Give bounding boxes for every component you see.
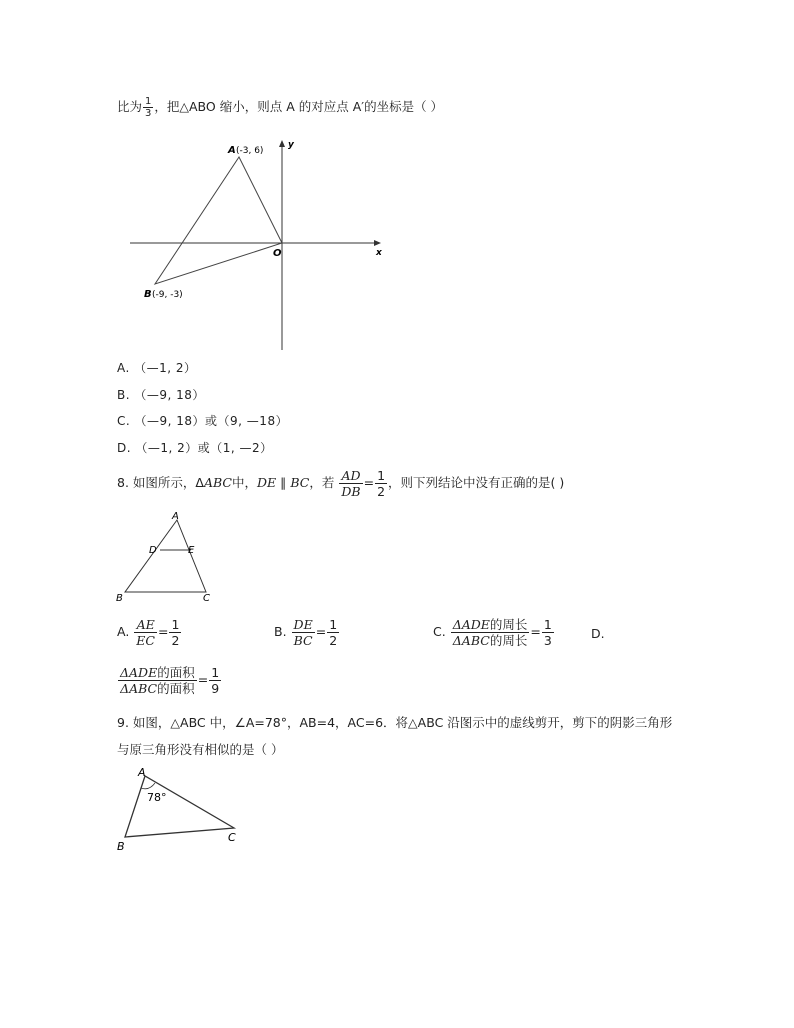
q8-option-c-den-txt: 的周长 (489, 633, 528, 648)
q8-option-a[interactable]: A. $\frac{AE}{EC}$ = $\frac{1}{2}$ (117, 617, 180, 648)
q9-stem-line1: 9. 如图，△ABC 中，∠A=78°，AB=4，AC=6．将△ABC 沿图示中的虚线剪开，剪下的阴影三角形 (117, 715, 673, 730)
q7-ratio-fraction (143, 96, 153, 119)
q7-coordinate-figure (120, 135, 390, 355)
q8-frac-db: DB (341, 484, 361, 499)
q8-option-c-num (451, 617, 530, 633)
triangle-abc-q9 (125, 776, 234, 837)
q8-option-c-num-txt: 的周长 (489, 617, 528, 632)
q8-parallel: ∥ (280, 475, 287, 490)
q8-option-b-num: DE (293, 617, 313, 632)
q9-triangle-figure (112, 764, 242, 854)
q8-option-d-rden: 9 (211, 681, 220, 696)
q8-frac-ad: AD (339, 468, 362, 484)
q8-option-c-rfrac (542, 617, 554, 648)
q8-option-a-label: A. (117, 624, 130, 639)
q8-option-d-num-txt: 的面积 (157, 665, 195, 680)
q8-half-fraction (375, 468, 387, 499)
q7-option-a[interactable]: A. （—1, 2） (117, 361, 197, 375)
q7-option-c[interactable]: C. （—9, 18）或（9, —18） (117, 414, 289, 428)
q8-option-c[interactable]: C. $\frac{\text{ΔADE的周长}}{\text{ΔABC的周长}}$ = $\frac{1}{3}$ (433, 617, 552, 648)
point-a-label: A (228, 145, 236, 156)
q8-option-c-rnum: 1 (543, 617, 552, 632)
q8-option-b-frac (292, 617, 315, 648)
q8-triangle-figure (112, 508, 222, 604)
q8-option-a-rfrac (169, 617, 181, 648)
q8-option-d[interactable]: $\frac{\text{ΔADE的面积}}{\text{ΔABC的面积}}$ = $\frac{1}{9}$ (120, 665, 220, 696)
fig9-label-a: A (138, 766, 146, 779)
q8-middle: 中， (231, 475, 257, 490)
q8-ruo: ，若 (309, 475, 335, 490)
q7-ratio-den: 3 (145, 108, 152, 119)
q8-half-num: 1 (377, 468, 386, 483)
q8-option-c-den-tri: ΔABC (452, 633, 490, 648)
fig8-label-e: E (188, 545, 195, 556)
fig9-label-c: C (228, 831, 236, 844)
q8-option-a-den: EC (136, 633, 155, 648)
fig9-angle-label: 78° (147, 791, 167, 804)
q8-abc: ABC (203, 475, 232, 490)
fig8-label-a: A (172, 511, 179, 522)
q8-option-d-rfrac (209, 665, 221, 696)
q8-option-a-frac (134, 617, 157, 648)
triangle-abc (125, 520, 206, 592)
q8-option-d-num (118, 665, 197, 681)
q8-option-d-den (118, 681, 197, 696)
q8-option-d-den-tri: ΔABC (120, 681, 158, 696)
q8-option-b[interactable]: B. $\frac{DE}{BC}$ = $\frac{1}{2}$ (274, 617, 338, 648)
point-b-coord: (-9, -3) (152, 290, 183, 300)
q8-half-den: 2 (377, 484, 386, 499)
fig8-label-c: C (203, 593, 210, 604)
q8-option-a-num: AE (134, 617, 157, 633)
q8-option-c-label: C. (433, 624, 446, 639)
q7-option-d[interactable]: D. （—1, 2）或（1, —2） (117, 441, 273, 455)
q8-option-a-rden: 2 (171, 633, 180, 648)
point-b-label: B (144, 289, 152, 300)
q8-option-b-rnum: 1 (329, 617, 338, 632)
fig8-label-d: D (149, 545, 157, 556)
q8-stem-suffix: ，则下列结论中没有正确的是( ) (388, 475, 565, 490)
q7-option-b[interactable]: B. （—9, 18） (117, 388, 205, 402)
fig8-label-b: B (116, 593, 123, 604)
q8-option-b-den: BC (293, 633, 313, 648)
q8-option-b-rfrac (327, 617, 339, 648)
q8-option-c-rden: 3 (543, 633, 552, 648)
q8-option-d-num-tri: ΔADE (120, 665, 158, 680)
q8-option-c-frac (451, 617, 530, 648)
point-a-coord: (-3, 6) (236, 146, 264, 156)
q8-option-b-rden: 2 (329, 633, 338, 648)
q8-option-c-num-tri: ΔADE (452, 617, 490, 632)
q8-option-d-den-txt: 的面积 (157, 681, 195, 696)
q7-stem-suffix: ，把△ABO 缩小，则点 A 的对应点 A′的坐标是（ ） (154, 99, 444, 114)
x-axis-label: x (376, 248, 382, 258)
q8-eq: = (363, 475, 375, 490)
origin-label: O (273, 248, 282, 259)
q7-stem-prefix: 比为 (117, 99, 143, 114)
triangle-abo (155, 157, 282, 284)
fig9-label-b: B (117, 840, 125, 853)
q8-stem (117, 468, 564, 499)
q8-option-d-frac (118, 665, 197, 696)
q8-triangle-symbol: Δ (195, 475, 204, 490)
q8-option-a-rnum: 1 (171, 617, 180, 632)
q8-option-b-label: B. (274, 624, 287, 639)
q8-option-d-label[interactable]: D. (591, 626, 605, 641)
q7-ratio-num: 1 (145, 96, 152, 107)
q8-ad-db-fraction (339, 468, 362, 499)
q8-de: DE (257, 475, 277, 490)
q8-option-d-rnum: 1 (211, 665, 220, 680)
q8-bc: BC (290, 475, 310, 490)
y-axis-label: y (288, 140, 294, 150)
q7-stem (117, 96, 443, 119)
q8-option-c-den (451, 633, 530, 648)
q8-stem-prefix: 8. 如图所示， (117, 475, 196, 490)
q9-stem-line2: 与原三角形没有相似的是（ ） (117, 742, 284, 757)
